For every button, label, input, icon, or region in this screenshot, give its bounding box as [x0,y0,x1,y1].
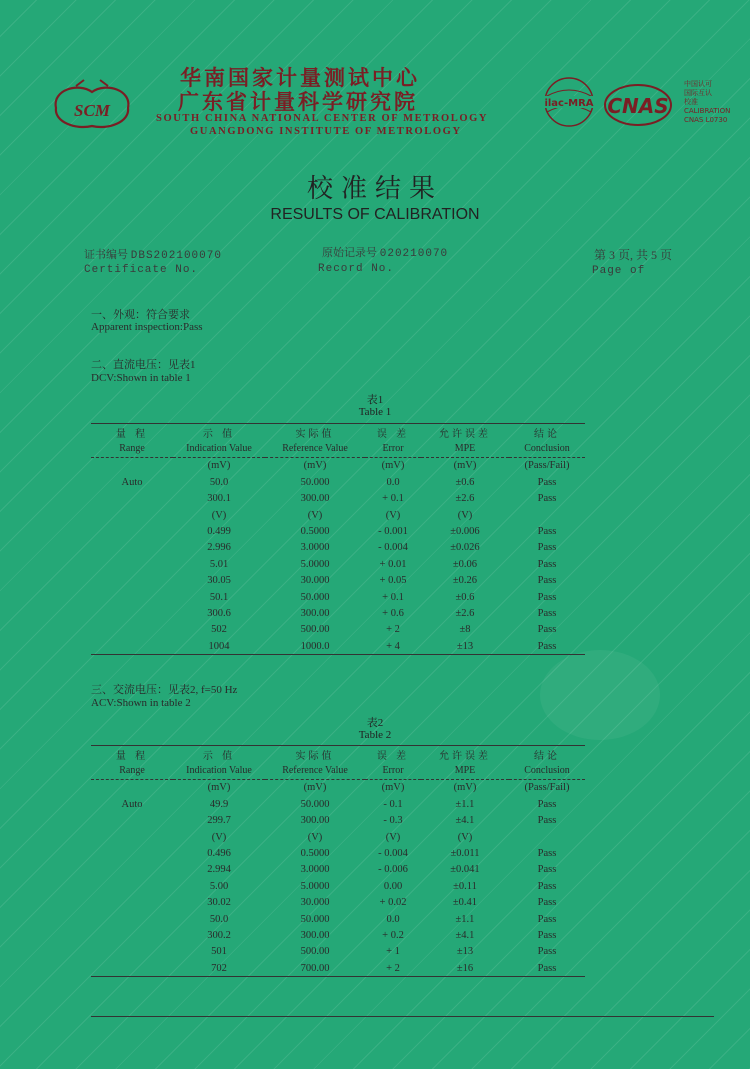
table-cell: ±4.1 [455,815,475,827]
table-cell: Pass [509,638,585,655]
table-cell: - 0.006 [378,864,408,876]
table-cell: ±0.041 [450,864,480,876]
section-3-cn: 三、交流电压：见表2, f=50 Hz [91,684,238,696]
table-cell: + 4 [365,638,421,655]
table-cell: 30.000 [300,897,330,909]
table-cell: 3.0000 [300,864,330,876]
table-cell: + 0.01 [379,558,407,570]
table-row [91,927,585,943]
col-header: Conclusion [509,440,585,457]
calibration-table-2 [91,745,585,977]
table-cell [91,523,173,539]
cert-no [84,246,222,262]
cnas-logo-icon [603,82,673,128]
cnas-info-line: 校准 [684,98,698,106]
col-header: Reference Value [265,440,365,457]
table-cell: 0.00 [383,880,403,892]
table2-caption-cn: 表2 [366,717,384,729]
section-3-en: ACV:Shown in table 2 [91,697,191,709]
table-cell: ±13 [456,946,474,958]
table-row [91,796,585,812]
table-cell: 49.9 [209,798,229,810]
col-header: Reference Value [265,762,365,779]
table-cell: Pass [537,864,557,876]
unit-cell: (mV) [207,782,231,794]
ilac-text: ilac-MRA [544,98,594,109]
table-cell: 300.00 [300,929,330,941]
table-cell: ±1.1 [455,913,475,925]
cnas-info-line: 国际互认 [684,89,712,97]
page-number: 第 3 页, 共 5 页 [594,248,673,262]
logo-text: SCM [74,101,110,120]
table-cell [91,895,173,911]
table-cell: ±8 [459,624,471,636]
table-cell: ±16 [421,960,509,977]
table-cell: 300.6 [207,607,231,619]
unit-cell: (mV) [303,782,327,794]
table-cell [91,573,173,589]
table-cell [91,556,173,572]
org-name-en-2: GUANGDONG INSTITUTE OF METROLOGY [190,126,462,137]
table-cell: 0.0 [386,913,400,925]
table-cell: 300.2 [207,929,231,941]
table-row [91,507,585,523]
col-header: MPE [421,762,509,779]
table-cell: 300.1 [207,493,231,505]
table-cell: 3.0000 [300,542,330,554]
table-cell: Auto [121,798,143,810]
org-name-en-1: SOUTH CHINA NATIONAL CENTER OF METROLOGY [156,113,489,124]
table-cell: + 2 [386,624,400,636]
table-row [91,491,585,507]
units-row [91,457,585,474]
table-cell [91,829,173,845]
table-cell [91,605,173,621]
table-cell: - 0.001 [378,526,408,538]
table-cell: (V) [307,509,323,521]
table-cell: 30.05 [207,575,231,587]
record-no [322,244,448,260]
bottom-rule [91,1016,714,1017]
section-2-en: DCV:Shown in table 1 [91,372,191,384]
org-name-cn-1: 华南国家计量测试中心 [180,66,420,90]
table-cell [509,507,585,523]
table-cell [91,862,173,878]
table-cell: (V) [211,831,227,843]
table-cell: + 1 [386,946,400,958]
table-cell: Pass [537,607,557,619]
table-cell: (V) [211,509,227,521]
table-cell: Pass [537,798,557,810]
table-cell: Auto [121,476,143,488]
unit-cell [91,779,173,796]
table-cell: Pass [537,526,557,538]
table-row [91,638,585,655]
table-cell: + 0.02 [379,897,407,909]
table-cell: - 0.3 [383,815,403,827]
table-cell: - 0.004 [378,848,408,860]
table-cell [91,622,173,638]
table-cell [91,507,173,523]
table-cell: ±0.006 [450,526,480,538]
cert-label-cn: 证书编号 [84,249,128,261]
table-cell: 5.0000 [300,558,330,570]
table-cell: ±0.11 [453,880,477,892]
cnas-info-line: CALIBRATION [684,107,731,115]
table-cell: Pass [537,929,557,941]
table-cell: 0.0 [386,476,400,488]
table-cell: - 0.004 [378,542,408,554]
table-cell: 501 [211,946,227,958]
table-cell [91,911,173,927]
table-row [91,523,585,539]
ilac-mra-logo-icon [536,76,602,132]
table-cell: ±0.6 [455,591,475,603]
table-cell: + 0.1 [382,591,404,603]
table-cell: 5.00 [209,880,229,892]
table-cell [91,540,173,556]
table-cell: 50.0 [209,476,229,488]
col-header: 结论 [509,424,585,441]
table-row [91,540,585,556]
unit-cell: (Pass/Fail) [524,782,570,794]
col-header: Error [365,762,421,779]
table-cell: ±0.26 [452,575,478,587]
table-row [91,829,585,845]
table-cell: 50.000 [300,798,330,810]
table-cell [509,829,585,845]
col-header: 实际值 [265,424,365,441]
table-row [91,960,585,977]
col-header: 示 值 [173,746,265,763]
table-cell [91,491,173,507]
col-header: 误 差 [365,746,421,763]
table-cell: Pass [537,624,557,636]
table-cell: 30.02 [207,897,231,909]
col-header: Conclusion [509,762,585,779]
table-cell: - 0.1 [383,798,403,810]
unit-cell [91,457,173,474]
col-header: 量 程 [91,746,173,763]
table-cell: Pass [537,897,557,909]
col-header: Indication Value [173,440,265,457]
table-cell: 300.00 [300,607,330,619]
record-label-cn: 原始记录号 [322,247,377,259]
table-cell: 1000.0 [265,638,365,655]
table-cell: (V) [307,831,323,843]
unit-cell: (mV) [303,460,327,472]
table-cell: ±0.6 [455,476,475,488]
table-row [91,911,585,927]
table-header-en [91,762,585,779]
table-cell: 0.5000 [300,526,330,538]
table-cell: Pass [537,880,557,892]
table-cell: Pass [537,591,557,603]
table-cell: ±0.41 [452,897,478,909]
col-header: 结论 [509,746,585,763]
cnas-info [684,80,730,125]
table-cell: 299.7 [207,815,231,827]
table-row [91,895,585,911]
table-cell: (V) [385,831,401,843]
table-row [91,474,585,490]
org-name-cn-2: 广东省计量科学研究院 [178,90,418,114]
page-label-en: Page of [592,265,646,277]
table-row [91,813,585,829]
table-cell: 2.994 [207,864,231,876]
table1-caption-en: Table 1 [358,406,392,418]
table-cell: 300.00 [300,815,330,827]
table-cell: 0.5000 [300,848,330,860]
unit-cell: (mV) [453,460,477,472]
scm-logo-icon [48,78,136,132]
section-1-en: Apparent inspection:Pass [91,321,203,333]
unit-cell: (mV) [381,460,405,472]
table-cell: ±0.06 [452,558,478,570]
table-cell: ±0.026 [450,542,480,554]
col-header: Range [91,762,173,779]
col-header: Error [365,440,421,457]
cnas-text: CNAS [607,94,669,118]
table-cell: ±2.6 [455,607,475,619]
table-cell: (V) [457,509,473,521]
table-cell [91,813,173,829]
col-header: 允许误差 [421,746,509,763]
table-cell [91,589,173,605]
table-cell: ±13 [421,638,509,655]
section-1-cn: 一、外观：符合要求 [91,309,190,321]
cnas-info-line: CNAS L0730 [684,116,728,124]
table-cell [91,638,173,655]
table-row [91,862,585,878]
table-row [91,573,585,589]
table-cell: Pass [537,542,557,554]
col-header: Indication Value [173,762,265,779]
table-cell: Pass [537,558,557,570]
table-cell: Pass [537,848,557,860]
col-header: 误 差 [365,424,421,441]
table-cell: 0.499 [207,526,231,538]
table-cell: 30.000 [300,575,330,587]
table-cell: ±2.6 [455,493,475,505]
col-header: Range [91,440,173,457]
table-cell: Pass [537,913,557,925]
col-header: 允许误差 [421,424,509,441]
record-label-en: Record No. [318,263,395,275]
table-cell: + 0.2 [382,929,404,941]
table-cell: 502 [211,624,227,636]
table-cell: 700.00 [265,960,365,977]
table1-caption-cn: 表1 [366,394,384,406]
table-row [91,605,585,621]
table-cell: Pass [537,575,557,587]
units-row [91,779,585,796]
table-cell: 1004 [173,638,265,655]
table-cell: 702 [173,960,265,977]
table-cell: 50.0 [209,913,229,925]
calibration-table-1 [91,423,585,655]
table-cell: 50.000 [300,913,330,925]
table-header-en [91,440,585,457]
title-cn: 校准结果 [306,174,443,204]
table-cell: Pass [537,493,557,505]
table-cell: (V) [457,831,473,843]
col-header: 实际值 [265,746,365,763]
table-cell [91,960,173,977]
table-cell: + 0.1 [382,493,404,505]
table-cell: + 0.6 [382,607,404,619]
record-number: 020210070 [379,248,449,260]
table-cell: 50.000 [300,476,330,488]
table-cell: 5.01 [209,558,229,570]
section-2-cn: 二、直流电压：见表1 [91,359,196,371]
table2-caption-en: Table 2 [358,729,392,741]
table-cell [91,927,173,943]
table-cell: 50.000 [300,591,330,603]
table-row [91,878,585,894]
table-cell [91,944,173,960]
table-header-cn [91,424,585,441]
title-en: RESULTS OF CALIBRATION [270,206,480,223]
table-row [91,845,585,861]
table-cell: Pass [537,815,557,827]
table-cell: 500.00 [300,624,330,636]
table-cell: 50.1 [209,591,229,603]
table-header-cn [91,746,585,763]
table-cell: ±1.1 [455,798,475,810]
unit-cell: (mV) [453,782,477,794]
table-row [91,944,585,960]
unit-cell: (mV) [207,460,231,472]
table-row [91,622,585,638]
table-cell: (V) [385,509,401,521]
table-cell: Pass [537,946,557,958]
table-cell [91,878,173,894]
table-cell: 0.496 [207,848,231,860]
table-cell: Pass [537,476,557,488]
table-cell: Pass [509,960,585,977]
col-header: MPE [421,440,509,457]
unit-cell: (Pass/Fail) [524,460,570,472]
table-cell: 5.0000 [300,880,330,892]
table-cell: 500.00 [300,946,330,958]
col-header: 示 值 [173,424,265,441]
table-cell: + 2 [365,960,421,977]
table-cell: 2.996 [207,542,231,554]
table-cell [91,845,173,861]
col-header: 量 程 [91,424,173,441]
table-row [91,556,585,572]
table-cell: + 0.05 [379,575,407,587]
table-cell: 300.00 [300,493,330,505]
cert-label-en: Certificate No. [84,264,199,276]
unit-cell: (mV) [381,782,405,794]
cnas-info-line: 中国认可 [684,80,712,88]
table-row [91,589,585,605]
cert-number: DBS202100070 [130,250,222,262]
table-cell: ±4.1 [455,929,475,941]
table-cell: ±0.011 [450,848,480,860]
